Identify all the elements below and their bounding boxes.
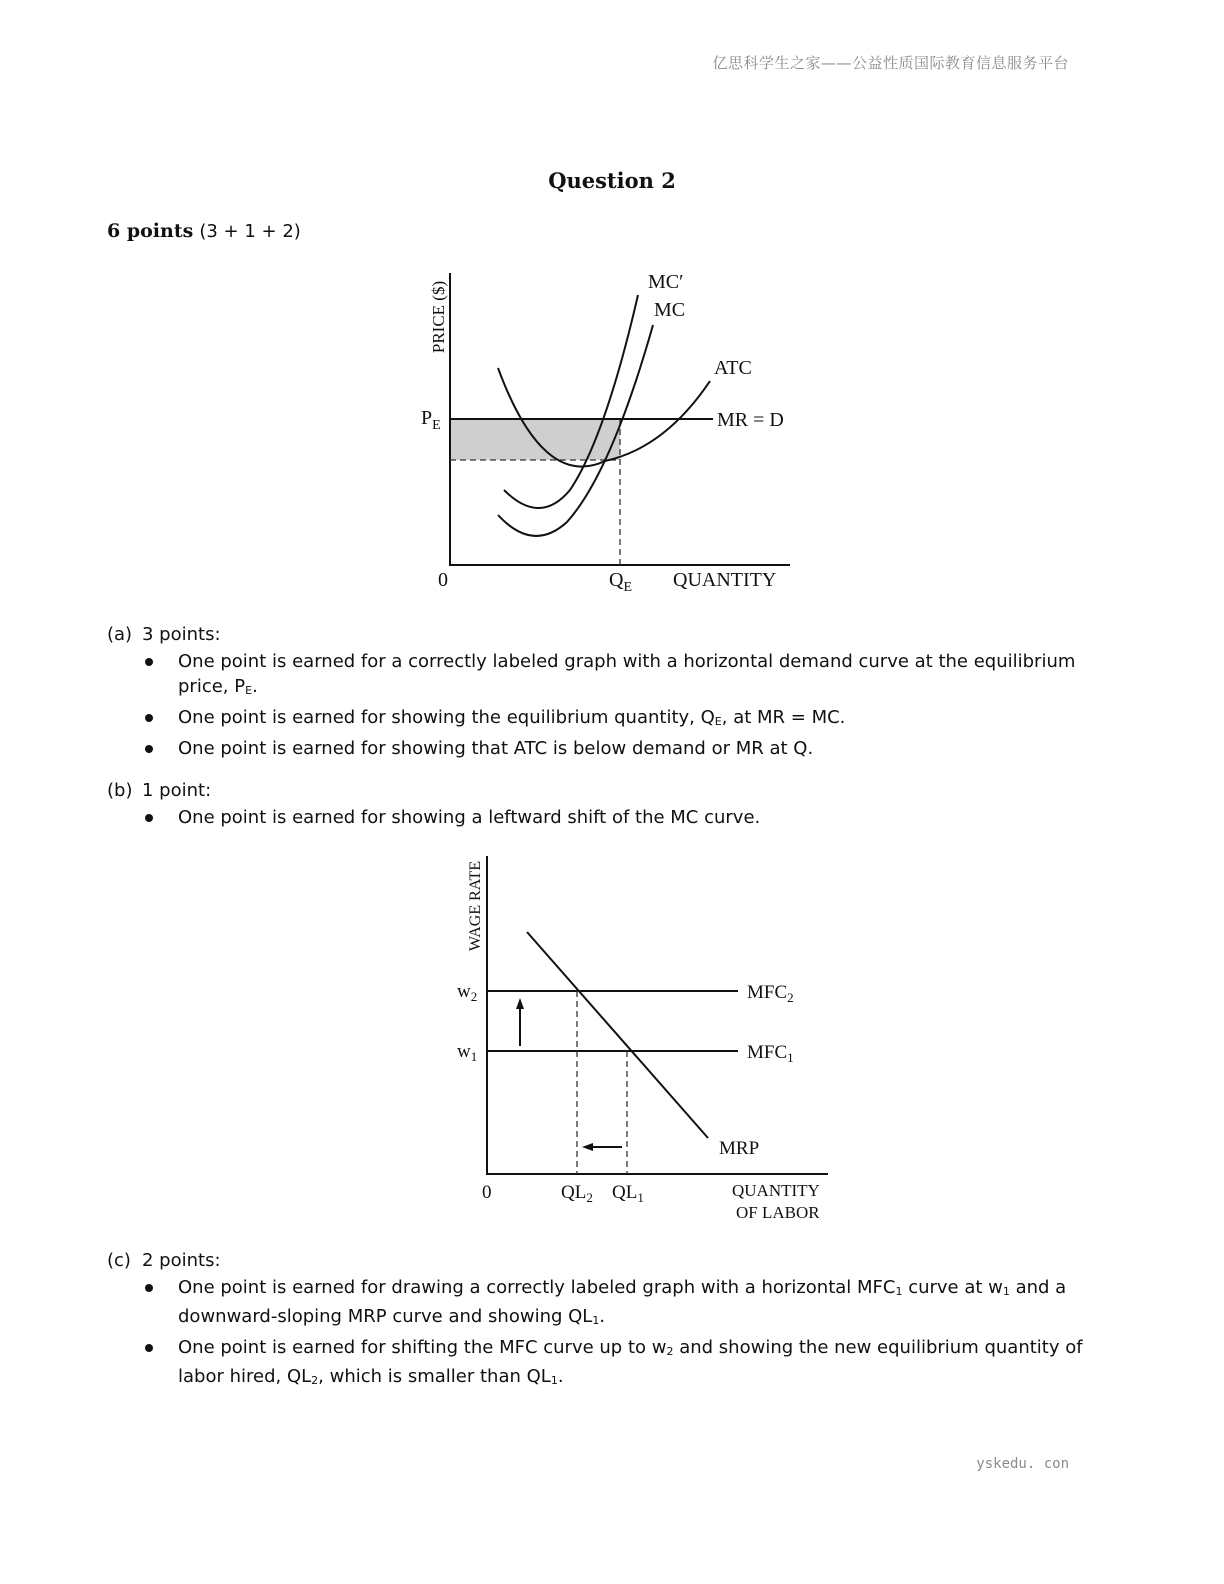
mc-label: MC [654, 299, 686, 321]
ql1-label: $QL_1$ [612, 1182, 644, 1205]
mfc2-label: $MFC_2$ [747, 982, 794, 1005]
part-a [107, 622, 1117, 763]
ql2-label: $QL_2$ [561, 1182, 593, 1205]
origin-label: 0 [438, 569, 448, 591]
y-axis-label: WAGE RATE [467, 860, 484, 952]
part-b-heading: 1 point: [142, 780, 212, 801]
points-label: 6 points [107, 220, 194, 242]
mrp-label: MRP [719, 1138, 760, 1159]
w2-label: $w_2$ [457, 981, 478, 1004]
points-breakdown: (3 + 1 + 2) [199, 221, 301, 242]
pe-label: $P_E$ [421, 407, 441, 433]
part-c-label: (c) [107, 1250, 131, 1271]
origin-label: 0 [482, 1182, 492, 1203]
list-item: One point is earned for showing the equilibrium quantity, QE, at MR = MC. [107, 705, 1117, 734]
list-item: One point is earned for a correctly labeled graph with a horizontal demand curve at the equilibrium price, PE. [107, 649, 1117, 703]
up-arrowhead-icon [516, 998, 524, 1009]
labor-market-graph [440, 848, 840, 1228]
part-c [107, 1248, 1117, 1395]
part-b-label: (b) [107, 780, 133, 801]
left-arrowhead-icon [582, 1143, 593, 1151]
mc-prime-label: MC′ [648, 271, 684, 293]
part-a-bullets [107, 649, 1117, 761]
w1-label: $w_1$ [457, 1041, 478, 1064]
y-axis-label: PRICE ($) [429, 280, 448, 354]
part-b-bullets [107, 805, 1117, 830]
firm-cost-graph [415, 268, 805, 598]
header-watermark: 亿思科学生之家——公益性质国际教育信息服务平台 [712, 54, 1069, 72]
part-a-label: (a) [107, 624, 133, 645]
part-c-heading: 2 points: [142, 1250, 221, 1271]
atc-label: ATC [714, 357, 752, 379]
qe-label: $Q_E$ [609, 569, 633, 595]
list-item: One point is earned for showing that ATC is below demand or MR at Q. [107, 736, 1117, 761]
list-item: One point is earned for showing a leftward shift of the MC curve. [107, 805, 1117, 830]
points-summary [107, 220, 301, 242]
mr-demand-label: MR = D [717, 409, 784, 431]
part-a-heading: 3 points: [142, 624, 221, 645]
mc-prime-curve [504, 295, 638, 508]
footer-site: yskedu. con [976, 1456, 1069, 1472]
part-b [107, 778, 1117, 832]
list-item: One point is earned for drawing a correctly labeled graph with a horizontal MFC1 curve at w1 and a downward-sloping MRP curve and showing QL1. [107, 1275, 1117, 1333]
x-axis-label-line1: QUANTITY [732, 1181, 820, 1200]
mfc1-label: $MFC_1$ [747, 1042, 794, 1065]
list-item: One point is earned for shifting the MFC curve up to w2 and showing the new equilibrium quantity of labor hired, QL2, which is smaller than QL1. [107, 1335, 1117, 1393]
x-axis-label-line2: OF LABOR [736, 1203, 820, 1222]
question-title: Question 2 [548, 168, 676, 193]
mrp-line [527, 932, 708, 1138]
x-axis-label: QUANTITY [673, 569, 777, 591]
part-c-bullets [107, 1275, 1117, 1393]
